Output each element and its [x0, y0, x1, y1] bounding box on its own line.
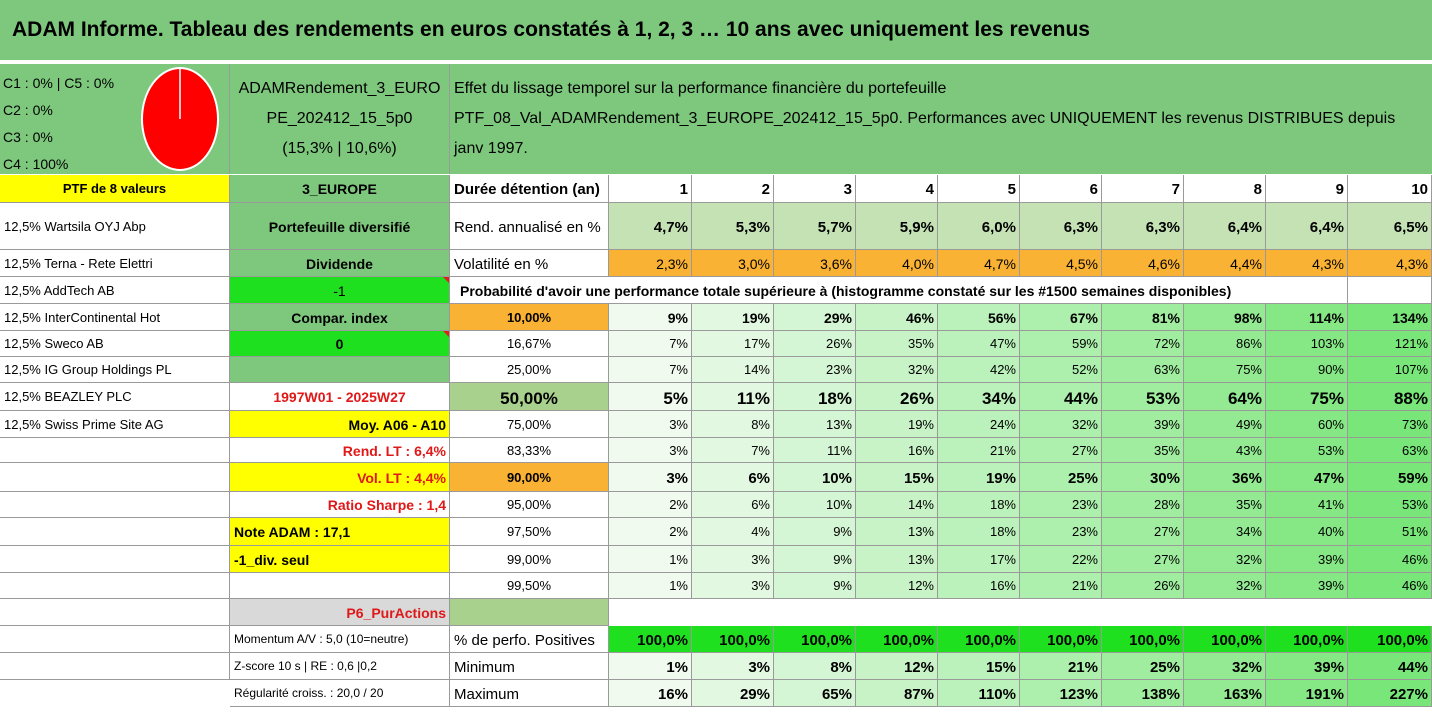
cell-q95-1: 2% — [609, 492, 692, 518]
cell-q99-7: 27% — [1102, 546, 1184, 573]
cell-q83-3: 11% — [774, 438, 856, 463]
cell-q975-6: 23% — [1020, 518, 1102, 546]
cell-q25-9: 90% — [1266, 357, 1348, 383]
compare-index-value: 0 — [230, 331, 450, 357]
cell-q83-7: 35% — [1102, 438, 1184, 463]
empty-area — [609, 599, 1432, 626]
period-label: 1997W01 - 2025W27 — [230, 383, 450, 411]
cell-rend-4: 5,9% — [856, 203, 938, 250]
cell-q975-8: 34% — [1184, 518, 1266, 546]
cell-q75-8: 49% — [1184, 411, 1266, 438]
cell-q16-9: 103% — [1266, 331, 1348, 357]
cell-q50-1: 5% — [609, 383, 692, 411]
cell-q90-4: 15% — [856, 463, 938, 492]
vol-lt-label: Vol. LT : 4,4% — [230, 463, 450, 492]
cell-q995-5: 16% — [938, 573, 1020, 599]
cell-min-7: 25% — [1102, 653, 1184, 680]
cell-q10-6: 67% — [1020, 304, 1102, 331]
positive-perf-label: % de perfo. Positives — [450, 626, 609, 653]
cell-years-4: 4 — [856, 175, 938, 203]
diversification-label: Portefeuille diversifié — [230, 203, 450, 250]
cell-q25-5: 42% — [938, 357, 1020, 383]
fund-stats: (15,3% | 10,6%) — [282, 140, 397, 157]
cell-q95-5: 18% — [938, 492, 1020, 518]
cell-q50-4: 26% — [856, 383, 938, 411]
description-line2: PTF_08_Val_ADAMRendement_3_EUROPE_202412_15_5p0. Performances avec UNIQUEMENT les revenus DISTRIBUES depuis — [454, 110, 1396, 127]
cell-q95-7: 28% — [1102, 492, 1184, 518]
holding-row: 12,5% IG Group Holdings PL — [0, 357, 230, 383]
quantile-995-label: 99,50% — [450, 573, 609, 599]
minimum-label: Minimum — [450, 653, 609, 680]
cell-q90-1: 3% — [609, 463, 692, 492]
cell-max-4: 87% — [856, 680, 938, 707]
cell-min-4: 12% — [856, 653, 938, 680]
cell-q95-6: 23% — [1020, 492, 1102, 518]
cell-q16-1: 7% — [609, 331, 692, 357]
momentum-label: Momentum A/V : 5,0 (10=neutre) — [230, 626, 450, 653]
cell-rend-6: 6,3% — [1020, 203, 1102, 250]
cell-min-10: 44% — [1348, 653, 1432, 680]
cell-years-5: 5 — [938, 175, 1020, 203]
cell-vol-7: 4,6% — [1102, 250, 1184, 277]
cell-q16-6: 59% — [1020, 331, 1102, 357]
cell-min-6: 21% — [1020, 653, 1102, 680]
cell-pos-7: 100,0% — [1102, 626, 1184, 653]
cell-q16-4: 35% — [856, 331, 938, 357]
region-label: 3_EUROPE — [230, 175, 450, 203]
cell-q95-8: 35% — [1184, 492, 1266, 518]
cell-q75-7: 39% — [1102, 411, 1184, 438]
alloc-c4: C4 : 100% — [3, 156, 69, 172]
holding-row: 12,5% Wartsila OYJ Abp — [0, 203, 230, 250]
cell-max-10: 227% — [1348, 680, 1432, 707]
cell-q99-9: 39% — [1266, 546, 1348, 573]
cell-q10-1: 9% — [609, 304, 692, 331]
holding-row — [0, 518, 230, 546]
cell-q50-9: 75% — [1266, 383, 1348, 411]
zscore-label: Z-score 10 s | RE : 0,6 |0,2 — [230, 653, 450, 680]
cell-q995-2: 3% — [692, 573, 774, 599]
cell-rend-9: 6,4% — [1266, 203, 1348, 250]
cell-vol-9: 4,3% — [1266, 250, 1348, 277]
report-title: ADAM Informe. Tableau des rendements en euros constatés à 1, 2, 3 … 10 ans avec uniquement les revenus — [0, 0, 1432, 62]
cell-min-9: 39% — [1266, 653, 1348, 680]
cell-min-2: 3% — [692, 653, 774, 680]
allocation-block — [0, 64, 230, 174]
cell-q25-3: 23% — [774, 357, 856, 383]
cell-q90-10: 59% — [1348, 463, 1432, 492]
cell-max-5: 110% — [938, 680, 1020, 707]
description-block — [450, 64, 1432, 174]
cell-q90-8: 36% — [1184, 463, 1266, 492]
cell-rend-7: 6,3% — [1102, 203, 1184, 250]
holding-row — [0, 492, 230, 518]
cell-q75-9: 60% — [1266, 411, 1348, 438]
cell-q50-5: 34% — [938, 383, 1020, 411]
cell-pos-8: 100,0% — [1184, 626, 1266, 653]
cell-vol-1: 2,3% — [609, 250, 692, 277]
cell-q95-10: 53% — [1348, 492, 1432, 518]
cell-q995-9: 39% — [1266, 573, 1348, 599]
cell-q75-2: 8% — [692, 411, 774, 438]
dividend-value: -1 — [230, 277, 450, 304]
cell-q75-3: 13% — [774, 411, 856, 438]
cell-q25-10: 107% — [1348, 357, 1432, 383]
alloc-c1-c5: C1 : 0% | C5 : 0% — [3, 75, 115, 91]
cell-q99-3: 9% — [774, 546, 856, 573]
cell-max-7: 138% — [1102, 680, 1184, 707]
cell-vol-10: 4,3% — [1348, 250, 1432, 277]
cell-q90-6: 25% — [1020, 463, 1102, 492]
holding-row: 12,5% Sweco AB — [0, 331, 230, 357]
cell-max-6: 123% — [1020, 680, 1102, 707]
div-only-label: -1_div. seul — [230, 546, 450, 573]
holding-row — [0, 546, 230, 573]
holding-row — [0, 599, 230, 626]
quantile-50-label: 50,00% — [450, 383, 609, 411]
holding-row: 12,5% AddTech AB — [0, 277, 230, 304]
cell-q25-6: 52% — [1020, 357, 1102, 383]
cell-q95-3: 10% — [774, 492, 856, 518]
holding-row: 12,5% Terna - Rete Elettri — [0, 250, 230, 277]
cell-pos-1: 100,0% — [609, 626, 692, 653]
cell-q995-7: 26% — [1102, 573, 1184, 599]
cell-max-1: 16% — [609, 680, 692, 707]
cell-q16-8: 86% — [1184, 331, 1266, 357]
quantile-16-label: 16,67% — [450, 331, 609, 357]
cell-q25-7: 63% — [1102, 357, 1184, 383]
cell-q95-2: 6% — [692, 492, 774, 518]
pie-chart — [138, 65, 222, 173]
quantile-10-label: 10,00% — [450, 304, 609, 331]
cell-q975-2: 4% — [692, 518, 774, 546]
cell-q83-2: 7% — [692, 438, 774, 463]
cell-q995-1: 1% — [609, 573, 692, 599]
cell-q10-8: 98% — [1184, 304, 1266, 331]
cell-pos-2: 100,0% — [692, 626, 774, 653]
quantile-975-label: 97,50% — [450, 518, 609, 546]
cell-q75-5: 24% — [938, 411, 1020, 438]
cell-q99-1: 1% — [609, 546, 692, 573]
cell-pos-4: 100,0% — [856, 626, 938, 653]
quantile-83-label: 83,33% — [450, 438, 609, 463]
cell-pos-3: 100,0% — [774, 626, 856, 653]
compare-index-label: Compar. index — [230, 304, 450, 331]
cell-years-1: 1 — [609, 175, 692, 203]
cell-q50-6: 44% — [1020, 383, 1102, 411]
cell-q975-1: 2% — [609, 518, 692, 546]
cell-q10-3: 29% — [774, 304, 856, 331]
cell-rend-3: 5,7% — [774, 203, 856, 250]
cell-q83-10: 63% — [1348, 438, 1432, 463]
cell-max-9: 191% — [1266, 680, 1348, 707]
portfolio-count: PTF de 8 valeurs — [0, 175, 230, 203]
cell-min-3: 8% — [774, 653, 856, 680]
quantile-75-label: 75,00% — [450, 411, 609, 438]
cell-q10-7: 81% — [1102, 304, 1184, 331]
fund-block — [230, 64, 450, 174]
description-line1: Effet du lissage temporel sur la performance financière du portefeuille — [454, 80, 947, 97]
cell-q83-4: 16% — [856, 438, 938, 463]
cell-years-10: 10 — [1348, 175, 1432, 203]
empty-green-cell — [450, 599, 609, 626]
cell-q83-6: 27% — [1020, 438, 1102, 463]
cell-rend-10: 6,5% — [1348, 203, 1432, 250]
cell-q995-4: 12% — [856, 573, 938, 599]
cell-years-2: 2 — [692, 175, 774, 203]
cell-q99-4: 13% — [856, 546, 938, 573]
holding-row: 12,5% InterContinental Hot — [0, 304, 230, 331]
cell-q975-3: 9% — [774, 518, 856, 546]
sharpe-label: Ratio Sharpe : 1,4 — [230, 492, 450, 518]
portfolio-type-label: P6_PurActions — [230, 599, 450, 626]
cell-q83-9: 53% — [1266, 438, 1348, 463]
holding-duration-label: Durée détention (an) — [450, 175, 609, 203]
cell-years-6: 6 — [1020, 175, 1102, 203]
cell-q95-4: 14% — [856, 492, 938, 518]
cell-rend-5: 6,0% — [938, 203, 1020, 250]
cell-vol-5: 4,7% — [938, 250, 1020, 277]
cell-q975-10: 51% — [1348, 518, 1432, 546]
empty-cell — [1348, 277, 1432, 304]
empty-cell — [230, 357, 450, 383]
empty-cell — [230, 573, 450, 599]
cell-min-1: 1% — [609, 653, 692, 680]
cell-q99-2: 3% — [692, 546, 774, 573]
cell-years-3: 3 — [774, 175, 856, 203]
holding-row: 12,5% BEAZLEY PLC — [0, 383, 230, 411]
cell-q75-1: 3% — [609, 411, 692, 438]
probability-title: Probabilité d'avoir une performance totale supérieure à (histogramme constaté sur les #1500 semaines disponibles) — [450, 277, 1348, 304]
cell-max-3: 65% — [774, 680, 856, 707]
quantile-90-label: 90,00% — [450, 463, 609, 492]
dividend-label: Dividende — [230, 250, 450, 277]
cell-q83-5: 21% — [938, 438, 1020, 463]
cell-q975-7: 27% — [1102, 518, 1184, 546]
cell-q90-5: 19% — [938, 463, 1020, 492]
cell-q75-6: 32% — [1020, 411, 1102, 438]
cell-q25-2: 14% — [692, 357, 774, 383]
regularity-label: Régularité croiss. : 20,0 / 20 — [230, 680, 450, 707]
avg-label: Moy. A06 - A10 — [230, 411, 450, 438]
cell-vol-6: 4,5% — [1020, 250, 1102, 277]
cell-q25-8: 75% — [1184, 357, 1266, 383]
cell-q16-2: 17% — [692, 331, 774, 357]
cell-q50-10: 88% — [1348, 383, 1432, 411]
cell-rend-8: 6,4% — [1184, 203, 1266, 250]
cell-q975-9: 40% — [1266, 518, 1348, 546]
cell-q10-5: 56% — [938, 304, 1020, 331]
quantile-25-label: 25,00% — [450, 357, 609, 383]
cell-max-2: 29% — [692, 680, 774, 707]
holding-row — [0, 653, 230, 680]
holding-row — [0, 438, 230, 463]
rend-lt-label: Rend. LT : 6,4% — [230, 438, 450, 463]
cell-vol-4: 4,0% — [856, 250, 938, 277]
cell-q99-5: 17% — [938, 546, 1020, 573]
adam-note-label: Note ADAM : 17,1 — [230, 518, 450, 546]
cell-vol-8: 4,4% — [1184, 250, 1266, 277]
cell-q975-4: 13% — [856, 518, 938, 546]
fund-name-line1: ADAMRendement_3_EURO — [238, 80, 441, 97]
cell-q95-9: 41% — [1266, 492, 1348, 518]
annual-return-label: Rend. annualisé en % — [450, 203, 609, 250]
cell-pos-9: 100,0% — [1266, 626, 1348, 653]
alloc-c3: C3 : 0% — [3, 129, 53, 145]
cell-q10-10: 134% — [1348, 304, 1432, 331]
cell-q10-4: 46% — [856, 304, 938, 331]
cell-q995-6: 21% — [1020, 573, 1102, 599]
cell-q90-7: 30% — [1102, 463, 1184, 492]
cell-q99-8: 32% — [1184, 546, 1266, 573]
cell-q75-4: 19% — [856, 411, 938, 438]
fund-name-line2: PE_202412_15_5p0 — [266, 110, 413, 127]
cell-years-8: 8 — [1184, 175, 1266, 203]
cell-years-9: 9 — [1266, 175, 1348, 203]
cell-rend-1: 4,7% — [609, 203, 692, 250]
cell-q995-10: 46% — [1348, 573, 1432, 599]
cell-q25-1: 7% — [609, 357, 692, 383]
cell-q50-8: 64% — [1184, 383, 1266, 411]
cell-q90-9: 47% — [1266, 463, 1348, 492]
cell-min-5: 15% — [938, 653, 1020, 680]
cell-q10-2: 19% — [692, 304, 774, 331]
description-line3: janv 1997. — [454, 140, 528, 157]
cell-q995-8: 32% — [1184, 573, 1266, 599]
cell-q10-9: 114% — [1266, 304, 1348, 331]
cell-q83-1: 3% — [609, 438, 692, 463]
cell-vol-2: 3,0% — [692, 250, 774, 277]
alloc-c2: C2 : 0% — [3, 102, 53, 118]
cell-q16-10: 121% — [1348, 331, 1432, 357]
cell-q75-10: 73% — [1348, 411, 1432, 438]
cell-q995-3: 9% — [774, 573, 856, 599]
cell-q99-6: 22% — [1020, 546, 1102, 573]
cell-pos-10: 100,0% — [1348, 626, 1432, 653]
cell-q16-3: 26% — [774, 331, 856, 357]
cell-q25-4: 32% — [856, 357, 938, 383]
holding-row — [0, 463, 230, 492]
cell-q16-7: 72% — [1102, 331, 1184, 357]
cell-q50-2: 11% — [692, 383, 774, 411]
quantile-95-label: 95,00% — [450, 492, 609, 518]
volatility-label: Volatilité en % — [450, 250, 609, 277]
cell-rend-2: 5,3% — [692, 203, 774, 250]
cell-q50-7: 53% — [1102, 383, 1184, 411]
cell-q50-3: 18% — [774, 383, 856, 411]
cell-q975-5: 18% — [938, 518, 1020, 546]
cell-q83-8: 43% — [1184, 438, 1266, 463]
cell-years-7: 7 — [1102, 175, 1184, 203]
holding-row: 12,5% Swiss Prime Site AG — [0, 411, 230, 438]
cell-q99-10: 46% — [1348, 546, 1432, 573]
cell-max-8: 163% — [1184, 680, 1266, 707]
holding-row — [0, 626, 230, 653]
holding-row — [0, 573, 230, 599]
cell-pos-5: 100,0% — [938, 626, 1020, 653]
cell-q16-5: 47% — [938, 331, 1020, 357]
quantile-99-label: 99,00% — [450, 546, 609, 573]
maximum-label: Maximum — [450, 680, 609, 707]
cell-q90-2: 6% — [692, 463, 774, 492]
cell-q90-3: 10% — [774, 463, 856, 492]
cell-pos-6: 100,0% — [1020, 626, 1102, 653]
cell-min-8: 32% — [1184, 653, 1266, 680]
cell-vol-3: 3,6% — [774, 250, 856, 277]
